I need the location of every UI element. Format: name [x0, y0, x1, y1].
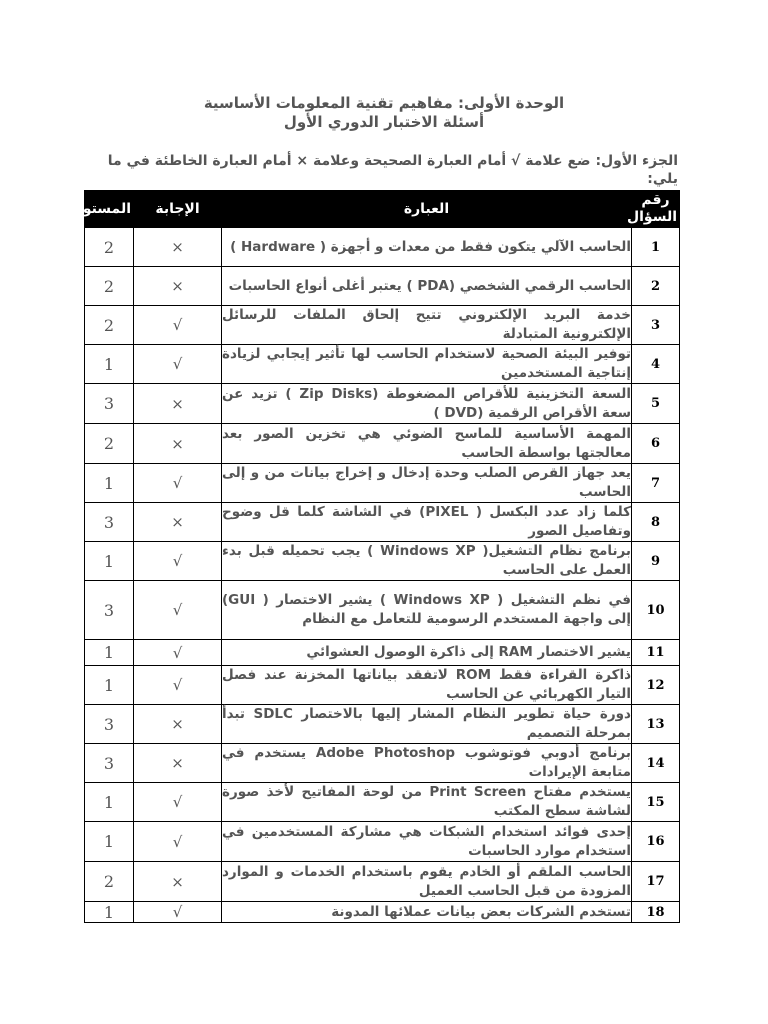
table-body: [85, 228, 680, 923]
question-number: 2: [632, 267, 680, 306]
question-answer: √: [134, 345, 222, 384]
table-row: [85, 345, 680, 384]
question-answer: ×: [134, 744, 222, 783]
question-statement: برنامج أدوبي فوتوشوب Adobe Photoshop يستخدم في متابعة الإيرادات: [222, 744, 632, 783]
question-statement: خدمة البريد الإلكتروني تتيح إلحاق الملفات للرسائل الإلكترونية المتبادلة: [222, 306, 632, 345]
table-row: [85, 902, 680, 923]
question-answer: √: [134, 783, 222, 822]
question-level: 1: [85, 783, 134, 822]
question-number: 18: [632, 902, 680, 923]
question-level: 1: [85, 542, 134, 581]
question-statement: ذاكرة القراءة فقط ROM لاتفقد بياناتها المخزنة عند فصل التيار الكهربائي عن الحاسب: [222, 666, 632, 705]
question-statement: دورة حياة تطوير النظام المشار إليها بالاختصار SDLC تبدأ بمرحلة التصميم: [222, 705, 632, 744]
question-level: 3: [85, 384, 134, 424]
question-number: 12: [632, 666, 680, 705]
table-row: [85, 306, 680, 345]
question-statement: برنامج نظام التشغيل( Windows XP ) يجب تحميله قبل بدء العمل على الحاسب: [222, 542, 632, 581]
table-row: [85, 464, 680, 503]
question-statement: الحاسب الرقمي الشخصي (PDA ) يعتبر أغلى أنواع الحاسبات: [222, 267, 632, 306]
table-row: [85, 783, 680, 822]
question-level: 2: [85, 306, 134, 345]
question-answer: ×: [134, 267, 222, 306]
question-number: 7: [632, 464, 680, 503]
question-answer: √: [134, 464, 222, 503]
question-number: 5: [632, 384, 680, 424]
table-row: [85, 424, 680, 464]
question-number: 9: [632, 542, 680, 581]
question-level: 2: [85, 424, 134, 464]
question-statement: يشير الاختصار RAM إلى ذاكرة الوصول العشوائي: [222, 640, 632, 666]
question-number: 16: [632, 822, 680, 862]
question-answer: √: [134, 640, 222, 666]
question-answer: √: [134, 666, 222, 705]
question-level: 3: [85, 744, 134, 783]
question-answer: √: [134, 822, 222, 862]
question-statement: المهمة الأساسية للماسح الضوئي هي تخزين الصور بعد معالجتها بواسطة الحاسب: [222, 424, 632, 464]
question-number: 17: [632, 862, 680, 902]
table-row: [85, 705, 680, 744]
question-statement: إحدى فوائد استخدام الشبكات هي مشاركة المستخدمين في استخدام موارد الحاسبات: [222, 822, 632, 862]
question-statement: يستخدم مفتاح Print Screen من لوحة المفاتيح لأخذ صورة لشاشة سطح المكتب: [222, 783, 632, 822]
table-header-row: [85, 191, 680, 228]
table-row: [85, 228, 680, 267]
question-statement: كلما زاد عدد البكسل ( PIXEL) في الشاشة كلما قل وضوح وتفاصيل الصور: [222, 503, 632, 542]
question-statement: توفير البيئة الصحية لاستخدام الحاسب لها تأثير إيجابي لزيادة إنتاجية المستخدمين: [222, 345, 632, 384]
instructions: الجزء الأول: ضع علامة √ أمام العبارة الصحيحة وعلامة × أمام العبارة الخاطئة في ما يلي:: [107, 153, 678, 187]
header-answer: الإجابة: [134, 191, 222, 228]
exam-title: أسئلة الاختبار الدوري الأول: [283, 113, 485, 131]
question-statement: في نظم التشغيل ( Windows XP ) يشير الاختصار ( GUI) إلى واجهة المستخدم الرسومية للتعامل مع النظام: [222, 581, 632, 640]
question-statement: السعة التخزينية للأقراص المضغوطة (Zip Disks ) تزيد عن سعة الأقراص الرقمية (DVD ): [222, 384, 632, 424]
question-number: 1: [632, 228, 680, 267]
question-level: 1: [85, 666, 134, 705]
table-row: [85, 822, 680, 862]
question-level: 3: [85, 503, 134, 542]
question-number: 11: [632, 640, 680, 666]
questions-table: [69, 190, 680, 923]
question-statement: تستخدم الشركات بعض بيانات عملائها المدونة: [222, 902, 632, 923]
question-level: 2: [85, 862, 134, 902]
question-number: 8: [632, 503, 680, 542]
question-level: 3: [85, 705, 134, 744]
question-level: 2: [85, 228, 134, 267]
question-answer: ×: [134, 503, 222, 542]
question-answer: √: [134, 902, 222, 923]
question-number: 13: [632, 705, 680, 744]
table-row: [85, 666, 680, 705]
table-row: [85, 640, 680, 666]
table-row: [85, 581, 680, 640]
question-answer: ×: [134, 424, 222, 464]
table-row: [85, 267, 680, 306]
question-level: 1: [85, 822, 134, 862]
question-answer: √: [134, 306, 222, 345]
table-row: [85, 542, 680, 581]
question-answer: ×: [134, 228, 222, 267]
question-number: 3: [632, 306, 680, 345]
question-statement: الحاسب الآلي يتكون فقط من معدات و أجهزة ( Hardware ): [222, 228, 632, 267]
question-answer: ×: [134, 705, 222, 744]
question-statement: الحاسب الملقم أو الخادم يقوم باستخدام الخدمات و الموارد المزودة من قبل الحاسب العميل: [222, 862, 632, 902]
header-statement: العبارة: [222, 191, 632, 228]
question-answer: ×: [134, 862, 222, 902]
question-level: 2: [85, 267, 134, 306]
table-row: [85, 744, 680, 783]
question-answer: √: [134, 581, 222, 640]
question-number: 14: [632, 744, 680, 783]
question-level: 1: [85, 464, 134, 503]
question-level: 1: [85, 345, 134, 384]
question-statement: يعد جهاز القرص الصلب وحدة إدخال و إخراج بيانات من و إلى الحاسب: [222, 464, 632, 503]
question-level: 1: [85, 640, 134, 666]
question-answer: ×: [134, 384, 222, 424]
table-row: [85, 862, 680, 902]
table-row: [85, 384, 680, 424]
question-number: 6: [632, 424, 680, 464]
question-number: 15: [632, 783, 680, 822]
question-answer: √: [134, 542, 222, 581]
question-number: 4: [632, 345, 680, 384]
header-level: المستوى: [85, 191, 134, 228]
question-level: 3: [85, 581, 134, 640]
question-number: 10: [632, 581, 680, 640]
header-number: رقم السؤال: [632, 191, 680, 228]
table-row: [85, 503, 680, 542]
question-level: 1: [85, 902, 134, 923]
unit-title: الوحدة الأولى: مفاهيم تقنية المعلومات الأساسية: [203, 94, 565, 112]
